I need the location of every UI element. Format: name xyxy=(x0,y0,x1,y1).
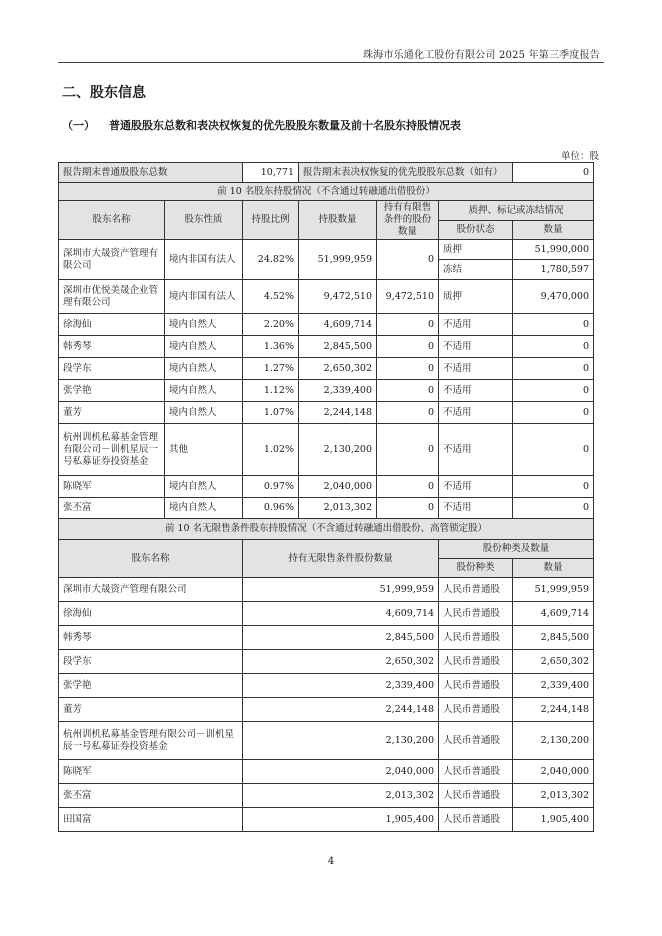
holder-qty: 2,040,000 xyxy=(299,476,377,498)
table-row xyxy=(59,784,594,808)
holder-ratio: 0.96% xyxy=(243,498,299,519)
holder-name: 田国富 xyxy=(59,808,243,832)
holder-ratio: 1.27% xyxy=(243,358,299,380)
col-header-qty: 持股数量 xyxy=(299,201,377,240)
col-header-restricted: 持有有限售条件的股份数量 xyxy=(377,201,439,240)
holder-nature: 境内自然人 xyxy=(165,476,243,498)
col-header-name: 股东名称 xyxy=(59,540,243,578)
holder-ratio: 4.52% xyxy=(243,280,299,314)
pledge-qty: 0 xyxy=(513,498,594,519)
common-holders-label: 报告期末普通股股东总数 xyxy=(59,163,243,183)
header-divider xyxy=(58,62,604,63)
table-row xyxy=(59,722,594,760)
holder-name: 段学东 xyxy=(59,650,243,674)
holder-name: 深圳市大晟资产管理有限公司 xyxy=(59,578,243,602)
share-type-qty: 2,130,200 xyxy=(513,722,594,760)
holder-name: 董芳 xyxy=(59,402,165,424)
share-type: 人民币普通股 xyxy=(439,808,513,832)
holder-ratio: 1.07% xyxy=(243,402,299,424)
top10-caption: 前 10 名股东持股情况（不含通过转融通出借股份） xyxy=(59,183,594,201)
top10-unrestricted-table xyxy=(58,518,594,832)
table-row xyxy=(59,240,594,260)
table-row xyxy=(59,626,594,650)
share-type: 人民币普通股 xyxy=(439,578,513,602)
unrestricted-qty: 2,244,148 xyxy=(243,698,439,722)
holder-restricted: 0 xyxy=(377,336,439,358)
col-header-type-group: 股份种类及数量 xyxy=(439,540,594,559)
holder-qty: 2,339,400 xyxy=(299,380,377,402)
share-type-qty: 2,650,302 xyxy=(513,650,594,674)
subsection-number: （一） xyxy=(62,119,95,132)
holder-ratio: 0.97% xyxy=(243,476,299,498)
share-type-qty: 2,244,148 xyxy=(513,698,594,722)
table-row xyxy=(59,578,594,602)
table-row xyxy=(59,336,594,358)
table-row xyxy=(59,674,594,698)
preferred-holders-value: 0 xyxy=(513,163,594,183)
table-row xyxy=(59,498,594,519)
pledge-qty: 9,470,000 xyxy=(513,280,594,314)
pledge-qty: 0 xyxy=(513,380,594,402)
holder-qty: 2,244,148 xyxy=(299,402,377,424)
holder-name: 董芳 xyxy=(59,698,243,722)
share-type-qty: 4,609,714 xyxy=(513,602,594,626)
holder-name: 张学艳 xyxy=(59,674,243,698)
table-row xyxy=(59,760,594,784)
table-row xyxy=(59,602,594,626)
unrestricted-qty: 2,040,000 xyxy=(243,760,439,784)
table-row xyxy=(59,650,594,674)
pledge-qty: 1,780,597 xyxy=(513,260,594,280)
col-header-type: 股份种类 xyxy=(439,559,513,578)
holder-name: 徐海仙 xyxy=(59,602,243,626)
pledge-status: 质押 xyxy=(439,240,513,260)
subsection-text: 普通股股东总数和表决权恢复的优先股股东数量及前十名股东持股情况表 xyxy=(109,119,461,132)
holder-name: 杭州训机私募基金管理有限公司－训机星辰一号私募证券投资基金 xyxy=(59,424,165,476)
unrestricted-qty: 2,339,400 xyxy=(243,674,439,698)
pledge-status: 不适用 xyxy=(439,358,513,380)
share-type: 人民币普通股 xyxy=(439,698,513,722)
table-row xyxy=(59,314,594,336)
holder-nature: 境内自然人 xyxy=(165,314,243,336)
holder-name: 张学艳 xyxy=(59,380,165,402)
common-holders-value: 10,771 xyxy=(243,163,299,183)
holder-qty: 9,472,510 xyxy=(299,280,377,314)
holder-name: 陈晓军 xyxy=(59,476,165,498)
share-type-qty: 2,339,400 xyxy=(513,674,594,698)
holder-name: 徐海仙 xyxy=(59,314,165,336)
table-row xyxy=(59,698,594,722)
pledge-qty: 0 xyxy=(513,314,594,336)
holder-name: 张丕富 xyxy=(59,498,165,519)
holder-nature: 境内自然人 xyxy=(165,336,243,358)
holder-restricted: 0 xyxy=(377,314,439,336)
pledge-status: 不适用 xyxy=(439,424,513,476)
share-type: 人民币普通股 xyxy=(439,626,513,650)
share-type-qty: 2,040,000 xyxy=(513,760,594,784)
holder-restricted: 0 xyxy=(377,358,439,380)
col-header-type-qty: 数量 xyxy=(513,559,594,578)
pledge-status: 不适用 xyxy=(439,380,513,402)
pledge-status: 不适用 xyxy=(439,314,513,336)
pledge-qty: 51,990,000 xyxy=(513,240,594,260)
table-row xyxy=(59,424,594,476)
unrestricted-qty: 1,905,400 xyxy=(243,808,439,832)
holder-name: 韩秀琴 xyxy=(59,336,165,358)
holder-restricted: 0 xyxy=(377,380,439,402)
table-row xyxy=(59,358,594,380)
subsection-title xyxy=(62,117,461,133)
col-header-pledge-group: 质押、标记或冻结情况 xyxy=(439,201,594,221)
holder-ratio: 1.12% xyxy=(243,380,299,402)
share-type-qty: 51,999,959 xyxy=(513,578,594,602)
unrestricted-qty: 2,013,302 xyxy=(243,784,439,808)
pledge-status: 不适用 xyxy=(439,498,513,519)
holder-restricted: 0 xyxy=(377,498,439,519)
pledge-status: 不适用 xyxy=(439,336,513,358)
share-type-qty: 2,013,302 xyxy=(513,784,594,808)
pledge-status: 冻结 xyxy=(439,260,513,280)
unrestricted-qty: 51,999,959 xyxy=(243,578,439,602)
holder-qty: 4,609,714 xyxy=(299,314,377,336)
holder-name: 韩秀琴 xyxy=(59,626,243,650)
col-header-nature: 股东性质 xyxy=(165,201,243,240)
unrestricted-qty: 2,650,302 xyxy=(243,650,439,674)
pledge-qty: 0 xyxy=(513,424,594,476)
holder-ratio: 1.36% xyxy=(243,336,299,358)
holder-qty: 2,013,302 xyxy=(299,498,377,519)
holder-name: 陈晓军 xyxy=(59,760,243,784)
holder-restricted: 0 xyxy=(377,476,439,498)
report-header-title: 珠海市乐通化工股份有限公司 2025 年第三季度报告 xyxy=(362,50,600,61)
pledge-qty: 0 xyxy=(513,336,594,358)
holder-nature: 境内非国有法人 xyxy=(165,280,243,314)
holder-qty: 2,845,500 xyxy=(299,336,377,358)
share-type: 人民币普通股 xyxy=(439,650,513,674)
holder-nature: 境内自然人 xyxy=(165,358,243,380)
unrestricted-header-row xyxy=(59,540,594,559)
unit-label: 单位：股 xyxy=(560,151,599,162)
unrestricted-caption: 前 10 名无限售条件股东持股情况（不含通过转融通出借股份、高管锁定股） xyxy=(59,519,594,540)
table-row xyxy=(59,380,594,402)
holder-nature: 境内自然人 xyxy=(165,380,243,402)
top10-shareholders-table xyxy=(58,162,594,519)
holder-restricted: 0 xyxy=(377,240,439,280)
pledge-qty: 0 xyxy=(513,402,594,424)
holder-name: 张丕富 xyxy=(59,784,243,808)
pledge-qty: 0 xyxy=(513,476,594,498)
holder-name: 杭州训机私募基金管理有限公司－训机星辰一号私募证券投资基金 xyxy=(59,722,243,760)
col-header-unrestricted-qty: 持有无限售条件股份数量 xyxy=(243,540,439,578)
unrestricted-qty: 4,609,714 xyxy=(243,602,439,626)
unrestricted-qty: 2,845,500 xyxy=(243,626,439,650)
pledge-status: 不适用 xyxy=(439,476,513,498)
holder-name: 深圳市优悦美晟企业管理有限公司 xyxy=(59,280,165,314)
holder-ratio: 2.20% xyxy=(243,314,299,336)
preferred-holders-label: 报告期末表决权恢复的优先股股东总数（如有） xyxy=(299,163,513,183)
table-row xyxy=(59,808,594,832)
page-number: 4 xyxy=(327,856,335,867)
share-type-qty: 1,905,400 xyxy=(513,808,594,832)
pledge-qty: 0 xyxy=(513,358,594,380)
share-type: 人民币普通股 xyxy=(439,760,513,784)
holder-name: 段学东 xyxy=(59,358,165,380)
table-row xyxy=(59,280,594,314)
table-row xyxy=(59,476,594,498)
col-header-ratio: 持股比例 xyxy=(243,201,299,240)
share-type: 人民币普通股 xyxy=(439,674,513,698)
pledge-status: 质押 xyxy=(439,280,513,314)
holder-restricted: 9,472,510 xyxy=(377,280,439,314)
holder-restricted: 0 xyxy=(377,402,439,424)
holder-qty: 2,130,200 xyxy=(299,424,377,476)
col-header-pledge-qty: 数量 xyxy=(513,221,594,240)
holder-qty: 2,650,302 xyxy=(299,358,377,380)
holder-nature: 其他 xyxy=(165,424,243,476)
holder-nature: 境内自然人 xyxy=(165,498,243,519)
col-header-name: 股东名称 xyxy=(59,201,165,240)
section-title: 二、股东信息 xyxy=(62,85,146,101)
holder-qty: 51,999,959 xyxy=(299,240,377,280)
table-row xyxy=(59,402,594,424)
holder-name: 深圳市大晟资产管理有限公司 xyxy=(59,240,165,280)
holder-ratio: 1.02% xyxy=(243,424,299,476)
share-type: 人民币普通股 xyxy=(439,602,513,626)
pledge-status: 不适用 xyxy=(439,402,513,424)
col-header-pledge-status: 股份状态 xyxy=(439,221,513,240)
holder-nature: 境内自然人 xyxy=(165,402,243,424)
holder-ratio: 24.82% xyxy=(243,240,299,280)
share-type-qty: 2,845,500 xyxy=(513,626,594,650)
summary-row xyxy=(59,163,594,183)
holder-restricted: 0 xyxy=(377,424,439,476)
share-type: 人民币普通股 xyxy=(439,784,513,808)
holder-nature: 境内非国有法人 xyxy=(165,240,243,280)
unrestricted-qty: 2,130,200 xyxy=(243,722,439,760)
top10-header-row xyxy=(59,201,594,221)
share-type: 人民币普通股 xyxy=(439,722,513,760)
